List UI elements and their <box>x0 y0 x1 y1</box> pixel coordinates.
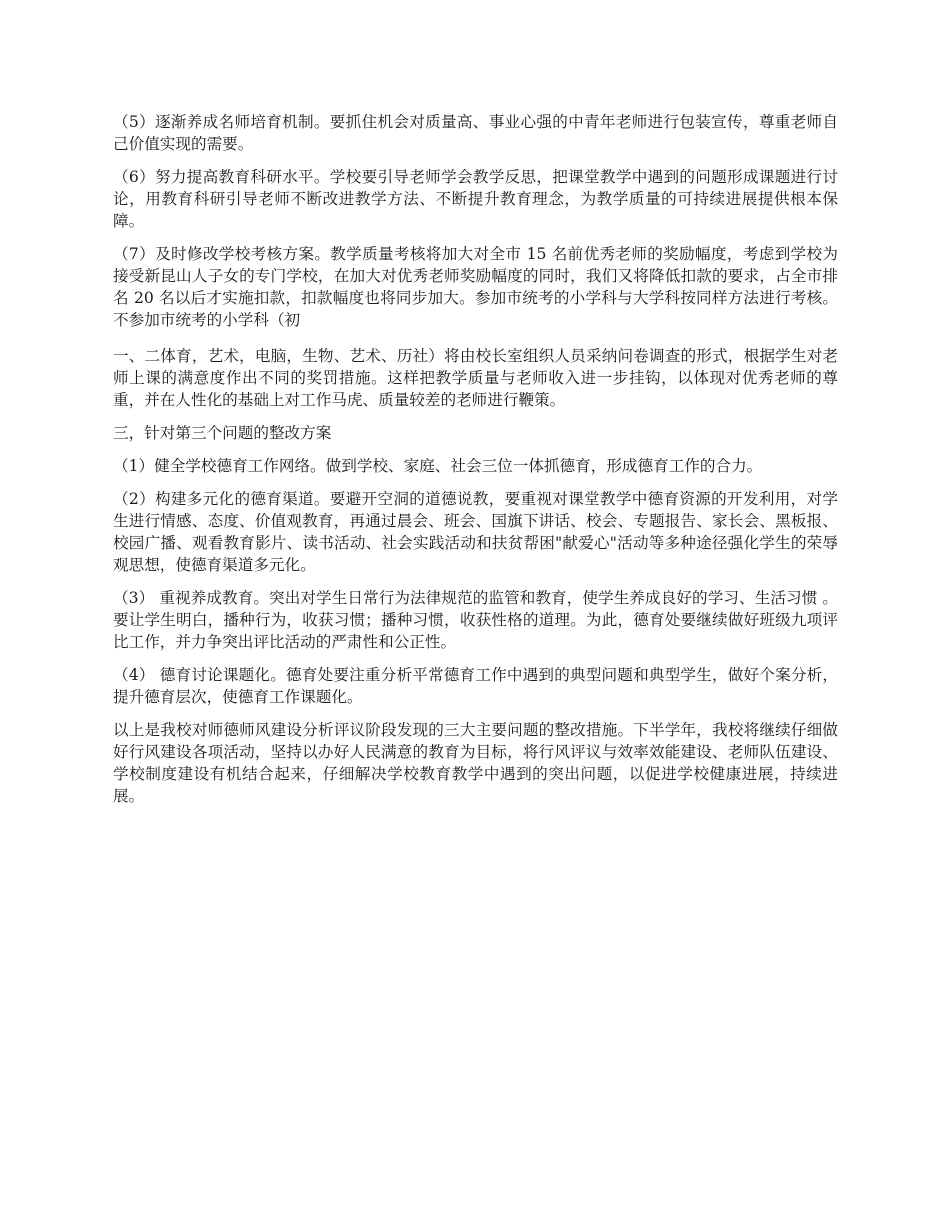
section-heading-third-problem: 三，针对第三个问题的整改方案 <box>113 424 332 442</box>
paragraph-3-habit-education: （3） 重视养成教育。突出对学生日常行为法律规范的监管和教育，使学生养成良好的学习、生活习惯 。要让学生明白，播种行为，收获习惯；播种习惯，收获性格的道理。为此，德育处要继续做好班级九项评比工作，并力争突出评比活动的严肃性和公正性。 <box>113 589 838 651</box>
paragraph-2-moral-channels: （2）构建多元化的德育渠道。要避开空洞的道德说教，要重视对课堂教学中德育资源的开发利用，对学生进行情感、态度、价值观教育，再通过晨会、班会、国旗下讲话、校会、专题报告、家长会、黑板报、校园广播、观看教育影片、读书活动、社会实践活动和扶贫帮困"献爱心"活动等多种途径强化学生的荣辱观思想，使德育渠道多元化。 <box>113 490 838 574</box>
paragraph-1-moral-network: （1）健全学校德育工作网络。做到学校、家庭、社会三位一体抓德育，形成德育工作的合力。 <box>113 457 763 475</box>
paragraph-7-continued: 一、二体育，艺术，电脑，生物、艺术、历社）将由校长室组织人员采纳问卷调查的形式，根据学生对老师上课的满意度作出不同的奖罚措施。这样把教学质量与老师收入进一步挂钩，以体现对优秀老师的尊重，并在人性化的基础上对工作马虎、质量较差的老师进行鞭策。 <box>113 347 838 409</box>
paragraph-6-research: （6）努力提高教育科研水平。学校要引导老师学会教学反思，把课堂教学中遇到的问题形成课题进行讨论，用教育科研引导老师不断改进教学方法、不断提升教育理念，为教学质量的可持续进展提供根本保障。 <box>113 168 838 230</box>
paragraph-5-master-teacher: （5）逐渐养成名师培育机制。要抓住机会对质量高、事业心强的中青年老师进行包装宣传，尊重老师自己价值实现的需要。 <box>113 113 838 153</box>
paragraph-7-assessment: （7）及时修改学校考核方案。教学质量考核将加大对全市 15 名前优秀老师的奖励幅度，考虑到学校为接受新昆山人子女的专门学校，在加大对优秀老师奖励幅度的同时，我们又将降低扣款的要求，占全市排名 20 名以后才实施扣款，扣款幅度也将同步加大。参加市统考的小学科与大学科按同样方法进行考核。不参加市统考的小学科（初 <box>113 245 838 329</box>
paragraph-conclusion: 以上是我校对师德师风建设分析评议阶段发现的三大主要问题的整改措施。下半学年，我校将继续仔细做好行风建设各项活动，坚持以办好人民满意的教育为目标，将行风评议与效率效能建设、老师队伍建设、学校制度建设有机结合起来，仔细解决学校教育教学中遇到的突出问题，以促进学校健康进展，持续进展。 <box>113 721 838 805</box>
paragraph-4-moral-research: （4） 德育讨论课题化。德育处要注重分析平常德育工作中遇到的典型问题和典型学生，做好个案分析，提升德育层次，使德育工作课题化。 <box>113 666 838 706</box>
